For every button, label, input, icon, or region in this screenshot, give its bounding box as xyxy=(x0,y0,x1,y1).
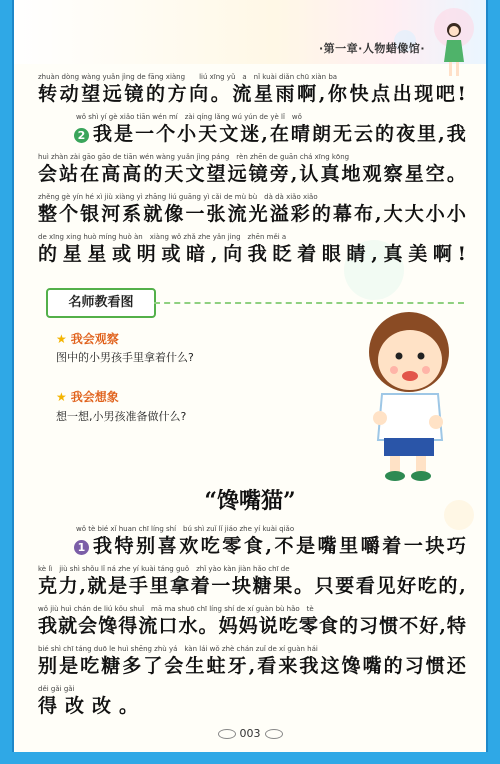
text-line xyxy=(38,644,466,678)
pinyin-line: bié shì chī táng duō le huì shēng zhù yá kàn lái wǒ zhè chán zuǐ de xí guàn hái xyxy=(38,645,318,653)
observe-heading: ★ 我会观察 xyxy=(56,332,119,346)
decorative-swirl-icon xyxy=(265,729,283,739)
hanzi-text: 我 特 别 喜 欢 吃 零 食 , 不 是 嘴 里 嚼 着 一 块 巧 xyxy=(93,535,466,557)
text-line xyxy=(38,112,466,146)
hanzi-line xyxy=(38,122,466,146)
story-title: “馋嘴猫” xyxy=(204,488,296,514)
page-number: 003 xyxy=(14,727,486,740)
star-icon: ★ xyxy=(56,390,67,404)
text-line xyxy=(38,564,466,598)
hanzi-line: 的 星 星 或 明 或 暗 , 向 我 眨 着 眼 睛 , 真 美 啊 ! xyxy=(38,243,466,265)
pinyin-line: wǒ tè bié xǐ huan chī líng shí bú shì zuǐ lǐ jiáo zhe yí kuài qiǎo xyxy=(76,525,295,533)
pinyin-line: kè lì jiù shì shǒu lǐ ná zhe yí kuài táng guǒ zhǐ yào kàn jiàn hǎo chī de xyxy=(38,565,290,573)
boy-illustration xyxy=(344,300,474,485)
hanzi-line: 我 就 会 馋 得 流 口 水 。 妈 妈 说 吃 零 食 的 习 惯 不 好 , 特 xyxy=(38,615,466,637)
hanzi-line: 别 是 吃 糖 多 了 会 生 蛀 牙 , 看 来 我 这 馋 嘴 的 习 惯 还 xyxy=(38,655,466,677)
text-line xyxy=(38,684,466,718)
hanzi-text: 我 是 一 个 小 天 文 迷 , 在 晴 朗 无 云 的 夜 里 , 我 xyxy=(93,123,466,145)
hanzi-line: 会 站 在 高 高 的 天 文 望 远 镜 旁 , 认 真 地 观 察 星 空 。 xyxy=(38,163,466,185)
imagine-question: 想一想,小男孩准备做什么? xyxy=(56,410,187,423)
girl-illustration xyxy=(439,20,469,80)
observe-question: 图中的小男孩手里拿着什么? xyxy=(56,351,194,364)
paragraph-number-badge: 2 xyxy=(74,128,89,143)
hanzi-line: 转 动 望 远 镜 的 方 向 。 流 星 雨 啊 , 你 快 点 出 现 吧 ! xyxy=(38,83,466,105)
pinyin-line: wǒ shì yí gè xiǎo tiān wén mí zài qíng lǎng wú yún de yè lǐ wǒ xyxy=(76,113,302,121)
text-line xyxy=(38,232,466,266)
pinyin-line: de xīng xing huò míng huò àn xiàng wǒ zhǎ zhe yǎn jing zhēn měi a xyxy=(38,233,287,241)
pinyin-line: huì zhàn zài gāo gāo de tiān wén wàng yuǎn jìng páng rèn zhēn de guān chá xīng kōng xyxy=(38,153,350,161)
star-icon: ★ xyxy=(56,332,67,346)
hanzi-line: 整 个 银 河 系 就 像 一 张 流 光 溢 彩 的 幕 布 , 大 大 小 小 xyxy=(38,203,466,225)
pinyin-line: wǒ jiù huì chán de liú kǒu shuǐ mā ma shuō chī líng shí de xí guàn bù hǎo tè xyxy=(38,605,314,613)
hanzi-line xyxy=(38,534,466,558)
text-line xyxy=(38,604,466,638)
book-page xyxy=(12,0,488,752)
chapter-title: ·第一章·人物蜡像馆· xyxy=(319,42,426,55)
text-line xyxy=(38,152,466,186)
imagine-heading: ★ 我会想象 xyxy=(56,390,119,404)
hanzi-line: 克 力 , 就 是 手 里 拿 着 一 块 糖 果 。 只 要 看 见 好 吃 的 , xyxy=(38,575,466,597)
text-line xyxy=(38,192,466,226)
pinyin-line: zhěng gè yín hé xì jiù xiàng yì zhāng liú guāng yì cǎi de mù bù dà dà xiǎo xiǎo xyxy=(38,193,318,201)
paragraph-number-badge: 1 xyxy=(74,540,89,555)
text-line xyxy=(38,72,466,106)
decorative-swirl-icon xyxy=(218,729,236,739)
pinyin-line: děi gǎi gǎi xyxy=(38,685,75,693)
section-heading-box: 名师教看图 xyxy=(46,288,156,318)
story-passage xyxy=(38,524,466,724)
text-line xyxy=(38,524,466,558)
pinyin-line: zhuàn dòng wàng yuǎn jìng de fāng xiàng liú xīng yǔ a nǐ kuài diǎn chū xiàn ba xyxy=(38,73,338,81)
hanzi-line: 得改改。 xyxy=(38,695,147,717)
passage-top xyxy=(38,72,466,272)
